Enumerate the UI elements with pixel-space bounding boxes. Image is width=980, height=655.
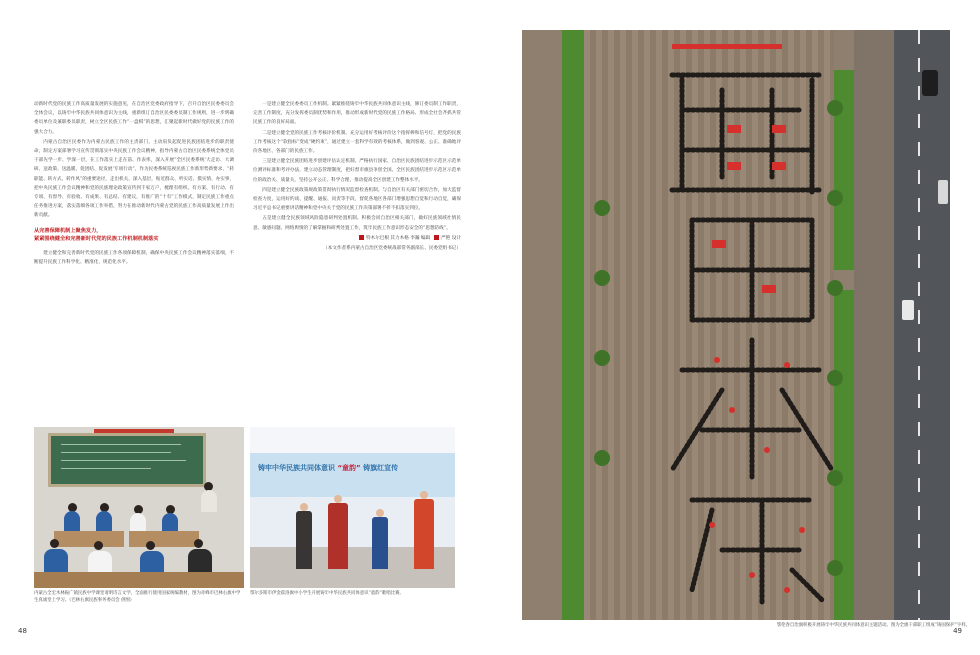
aerial-photo bbox=[522, 30, 950, 620]
page-number: 49 bbox=[953, 627, 962, 635]
paragraph: 三是建立健全民族团结进步创建评估认定机制。严格执行国家、自治区民族团结进步示范区示范单位测评标准和考评办法，建立动态管理制度，把好督市旗县争创全国、全区民族团结进步示范区示范单位的政治关、质量关，坚持公开公正、科学合理，推动提高全区创建工作整体水平。 bbox=[253, 159, 461, 183]
paragraph: 动新时代党的民族工作高质量发展的实施意见，在自治区党委政府指导下，召开自治区民委委员会全体会议，以铸牢中华民族共同体意识为主线，重新组订自治区民委委员制工作规则，进一步明确委员单位及兼职委员职责，树立全区民族工作“一盘棋”的思想，汇聚起新时代做好党的民族工作的强大合力。 bbox=[34, 102, 234, 135]
paragraph: 建立健全和完善新时代党的民族工作各项保障机制，确保中央民族工作会议精神落实落细，不断提升民族工作科学化、精准化、规范化水平。 bbox=[34, 250, 234, 265]
text-column-1 bbox=[34, 100, 234, 268]
paragraph: 内蒙古自治区民委作为内蒙古民族工作的主责部门、主动肩负起促进民族团结进步的职责使命，制定方案部署学习宣传贯彻落实中央民族工作会议精神，指导内蒙古自治区民委系统全体党员干部先学一步、学深一层，在工作落实上走在前、作表率，深入开展“全区民委系统‘大走访、大调研、送政策、送温暖、促团结、促发展’专项行动”，作为民委系统巡视民族工作新形势新要求、“转职能、转方式、转作风”的重要途径，走出机关、深入基层，贴近群众、听实话、摸实情、办实事，把中央民族工作会议精神和党的民族理论政策宣传到千家万户，梳理有组织、有方案、有行动、有专项、有督导、有验收、有成果、有总结、有建议，有推广的“十有”工作模式，制定民族工作重点任务推进方案，落实落细各项工作举措，努力在推动新时代内蒙古党的民族工作高质量发展上作出新贡献。 bbox=[34, 139, 234, 219]
classroom-photo bbox=[34, 427, 244, 588]
stage-banner-title: 铸牢中华民族共同体意识 “童韵” 铸旗红宣传 bbox=[258, 464, 399, 472]
red-square-icon bbox=[434, 235, 439, 240]
paragraph: 五是建立健全民族领域风险隐患研判处置机制。积极会同自治区相关部门，做好民族领域社情民意、敏感问题、网络舆情的了解掌握和研判处置工作，筑牢民族工作意识形态安全的“思想防线”。 bbox=[253, 216, 461, 231]
article-credit bbox=[253, 234, 461, 243]
credit-edit-label: 编辑 bbox=[420, 235, 431, 241]
author-note: （本文作者系内蒙古自治区党委统战部常务副部长、民委党组书记） bbox=[323, 246, 461, 252]
credit-designer: 严艳 bbox=[441, 235, 451, 241]
crowd-formation bbox=[522, 30, 950, 620]
chalkboard bbox=[48, 433, 206, 487]
paragraph: 一是建立健全民委委员工作机制。紧紧推绕铸牢中华民族共同体意识主线，修订委员制工作职责，完善工作制度，充分发挥委员制优势和作用，推动形成新时代党的民族工作格局、形成全社会齐抓共管民族工作的良好局面。 bbox=[253, 102, 461, 126]
red-square-icon bbox=[359, 235, 364, 240]
credit-design-label: 设计 bbox=[451, 235, 461, 241]
credit-authors: 特木尔巴根 其力木格 李瀚 bbox=[366, 235, 420, 241]
photo-caption: 内蒙古全宏木林振广镇民族中学课堂请明诗言文学。全面推行使用国家统编教材，图为赤峰市巴林右旗中学生真诚堂上学习。（巴林右旗民族事务委员会 供图） bbox=[34, 591, 241, 603]
section-heading bbox=[34, 227, 234, 243]
page-number: 48 bbox=[18, 627, 27, 635]
photo-caption: 鄂尔多斯市伊金霍洛旗中小学生开展铸牢中华民族共同体意识“童韵”歌唱比赛。 bbox=[250, 591, 404, 596]
text-column-2 bbox=[253, 100, 461, 254]
aerial-photo-caption: 鄂伦春自治旗积极开展铸牢中华民族共同体意识主题活动。图为全旗干部职工组成“铸国保护”字样。 bbox=[776, 623, 970, 628]
mongolian-script-band bbox=[250, 427, 455, 453]
paragraph: 四是建立健全民族政策规政策贯彻执行情况监督检查机制。与自治区有关部门密切合作，加大监督检查力度，运用好约谈、提醒、通报、问责等手段，督促各地区各部门增强思想自觉和行动自觉，确保习近平总书记重要讲话精神和党中央关于党的民族工作决策部署不折不扣落实到位。 bbox=[253, 187, 461, 212]
section-heading-line-2: 紧紧围绕健全和完善新时代党的民族工作机制机制落实 bbox=[34, 235, 159, 242]
section-heading-line-1: 从完善保障机制上聚焦发力， bbox=[34, 227, 102, 234]
stage-photo bbox=[250, 427, 455, 588]
paragraph: 二是建立健全党的民族工作考核评价机制。充分运用好考核评价这个指挥棒和信号灯，把党的民族工作考核这个“软指标”变成“硬约束”，通过建立一套科学有效的考核体系，做到客观、公正、准确地评价各地区、各部门的民族工作。 bbox=[253, 130, 461, 155]
